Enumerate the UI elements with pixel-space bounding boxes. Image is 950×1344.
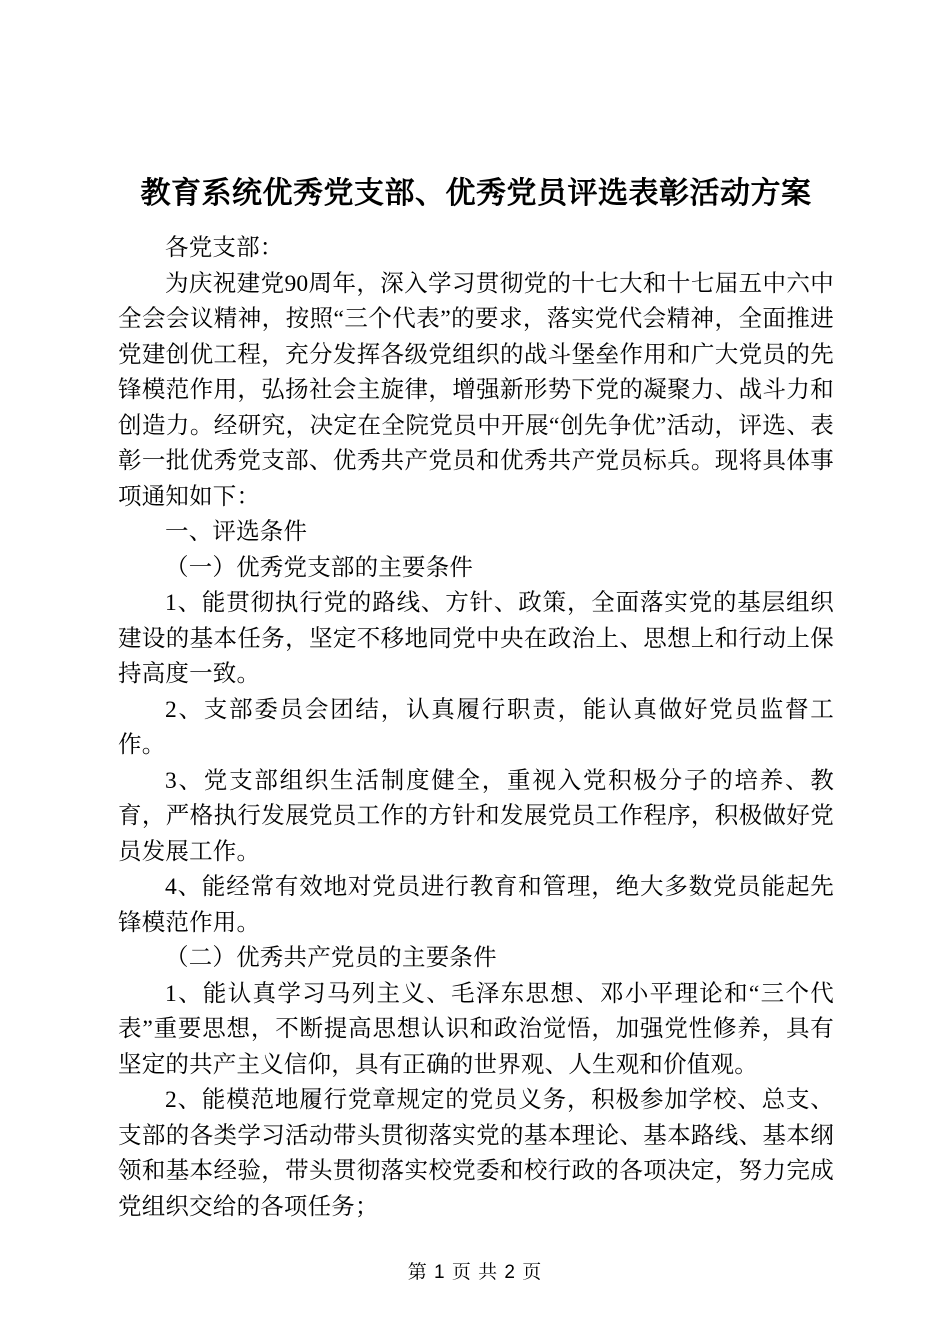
paragraph-5: 1、能贯彻执行党的路线、方针、政策，全面落实党的基层组织建设的基本任务，坚定不移地同党中央在政治上、思想上和行动上保持高度一致。: [118, 590, 834, 687]
paragraph-9: （二）优秀共产党员的主要条件: [165, 945, 497, 971]
document-body: [118, 170, 834, 1225]
page-title: 教育系统优秀党支部、优秀党员评选表彰活动方案: [140, 177, 812, 210]
paragraph-1: 各党支部：: [165, 235, 284, 261]
paragraph-6: 2、支部委员会团结，认真履行职责，能认真做好党员监督工作。: [118, 696, 834, 758]
paragraph-8: 4、能经常有效地对党员进行教育和管理，绝大多数党员能起先锋模范作用。: [118, 874, 834, 936]
paragraph-4: （一）优秀党支部的主要条件: [165, 554, 474, 581]
page-footer: 第 1 页 共 2 页: [407, 1262, 543, 1283]
paragraph-10: 1、能认真学习马列主义、毛泽东思想、邓小平理论和“三个代表”重要思想，不断提高思想认识和政治觉悟，加强党性修养，具有坚定的共产主义信仰，具有正确的世界观、人生观和价值观。: [118, 980, 834, 1078]
paragraph-7: 3、党支部组织生活制度健全，重视入党积极分子的培养、教育，严格执行发展党员工作的方针和发展党员工作程序，积极做好党员发展工作。: [118, 767, 834, 865]
paragraph-2: 为庆祝建党90周年，深入学习贯彻党的十七大和十七届五中六中全会会议精神，按照“三个代表”的要求，落实党代会精神，全面推进党建创优工程，充分发挥各级党组织的战斗堡垒作用和广大党员的先锋模范作用，弘扬社会主旋律，增强新形势下党的凝聚力、战斗力和创造力。经研究，决定在全院党员中开展“创先争优”活动，评选、表彰一批优秀党支部、优秀共产党员和优秀共产党员标兵。现将具体事项通知如下：: [118, 270, 834, 510]
paragraph-3: 一、评选条件: [165, 519, 308, 545]
paragraph-11: 2、能模范地履行党章规定的党员义务，积极参加学校、总支、支部的各类学习活动带头贯彻落实党的基本理论、基本路线、基本纲领和基本经验，带头贯彻落实校党委和校行政的各项决定，努力完成党组织交给的各项任务；: [118, 1087, 834, 1220]
